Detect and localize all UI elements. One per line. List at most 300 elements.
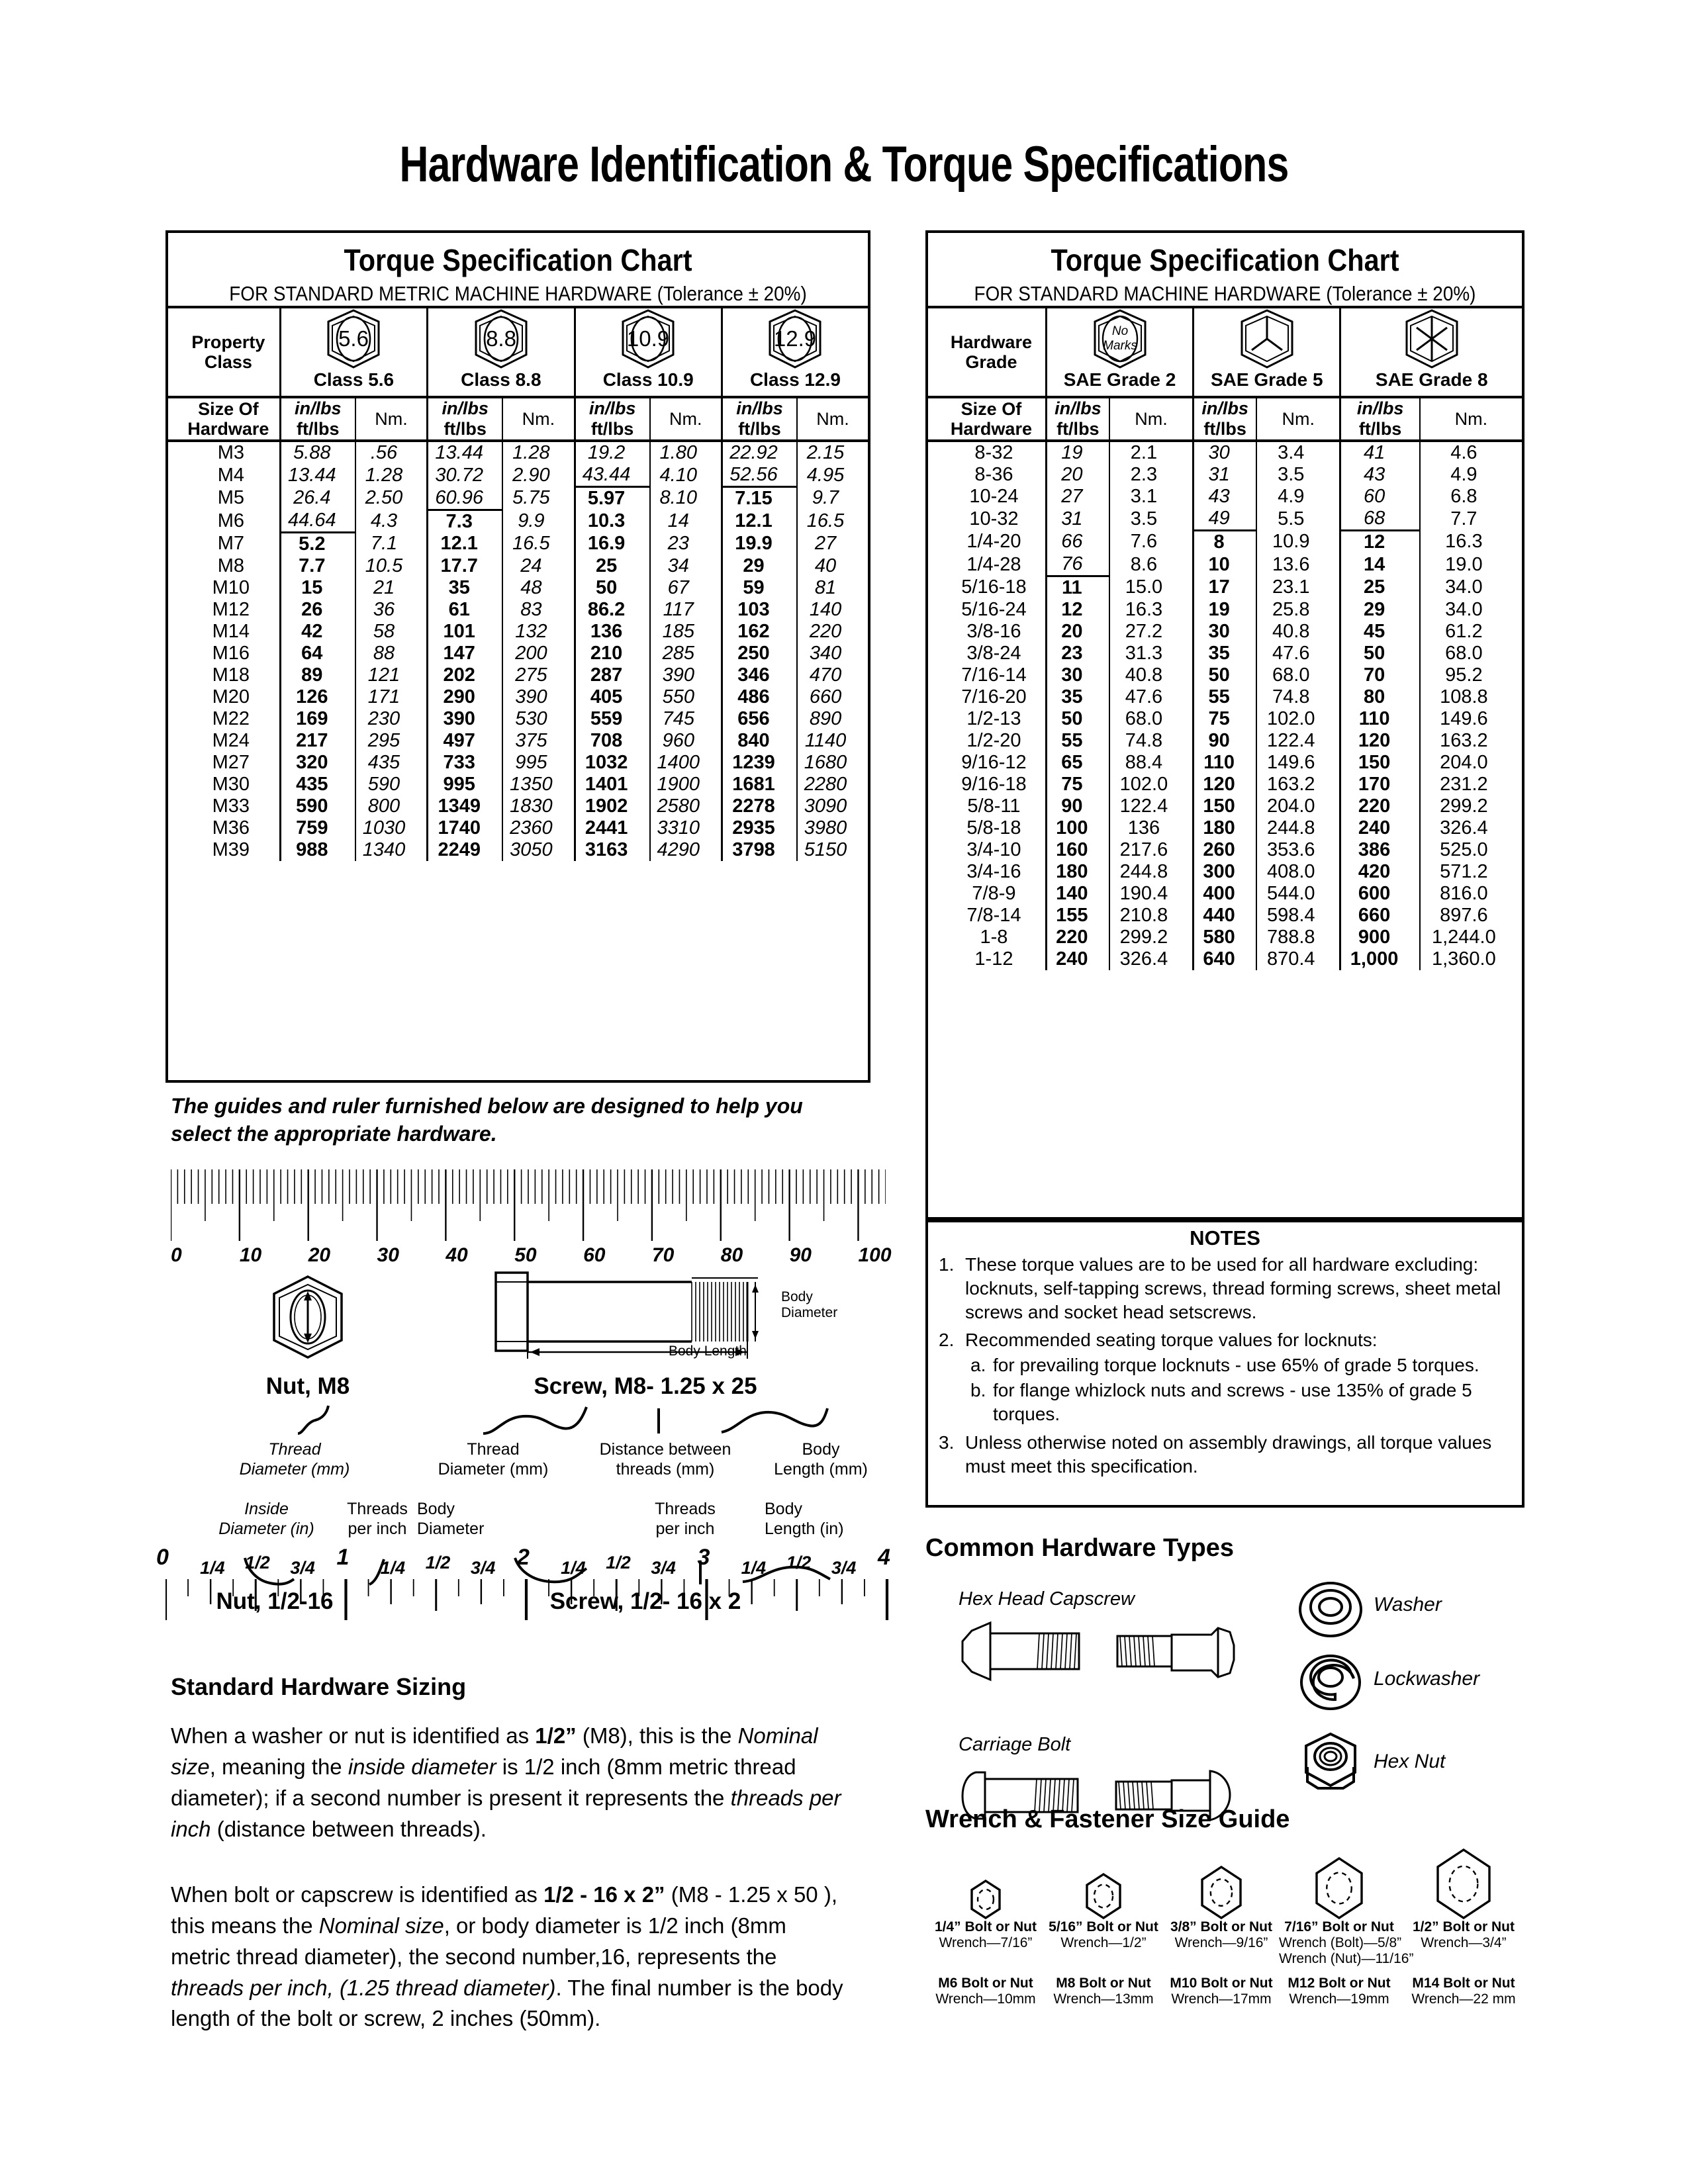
table-row xyxy=(168,708,868,730)
washer-label: Washer xyxy=(1374,1594,1442,1615)
sae-torque-lbs-cell: 90 xyxy=(1046,796,1109,817)
metric-torque-lbs-cell: 2935 xyxy=(722,817,797,839)
wrench-guide-metric-column xyxy=(925,1976,1046,2007)
sae-size-cell: 10-32 xyxy=(969,508,1019,529)
metric-torque-nm-cell: 3310 xyxy=(650,817,722,839)
sae-torque-nm-cell: 6.8 xyxy=(1420,486,1522,508)
table-row xyxy=(168,796,868,817)
sae-torque-nm-cell: 7.7 xyxy=(1420,508,1522,531)
metric-chart-header xyxy=(168,233,868,306)
sae-grade-icon-0 xyxy=(1047,308,1192,369)
note-sublist xyxy=(965,1353,1513,1426)
metric-torque-nm-cell: 3090 xyxy=(797,796,868,817)
metric-unit-header-nm: Nm. xyxy=(502,397,575,441)
sae-torque-lbs-cell: 20 xyxy=(1046,464,1109,486)
hex-icon-wrap xyxy=(925,1840,1046,1919)
wrench-metric-size: Wrench—17mm xyxy=(1171,1991,1272,2007)
metric-torque-nm-cell: 2280 xyxy=(797,774,868,796)
metric-torque-lbs-cell: 52.56 xyxy=(722,464,797,487)
metric-torque-nm-cell: 1030 xyxy=(355,817,428,839)
sae-torque-lbs-cell: 19 xyxy=(1194,599,1256,621)
metric-torque-nm-cell: 4.10 xyxy=(650,464,722,487)
sae-torque-lbs-cell: 65 xyxy=(1046,752,1109,774)
hex-fastener-icon-2 xyxy=(1201,1866,1242,1919)
metric-size-cell: M6 xyxy=(217,510,244,531)
hex-fastener-icon-0 xyxy=(970,1880,1001,1919)
sae-unit-header-lbs: in/lbs ft/lbs xyxy=(1340,397,1420,441)
table-row xyxy=(928,796,1522,817)
table-row xyxy=(928,508,1522,531)
metric-chart-title: Torque Specification Chart xyxy=(344,243,692,277)
sae-size-cell: 8-32 xyxy=(974,442,1013,463)
sae-torque-nm-cell: 23.1 xyxy=(1256,576,1340,600)
sae-size-cell: 7/16-20 xyxy=(961,686,1027,707)
table-row xyxy=(928,599,1522,621)
sae-torque-lbs-cell: 90 xyxy=(1194,730,1256,752)
sae-torque-lbs-cell: 23 xyxy=(1046,643,1109,664)
sae-size-cell: 7/16-14 xyxy=(961,664,1027,686)
note-text: Unless otherwise noted on assembly drawings, all torque values must meet this specification. xyxy=(965,1432,1492,1477)
sae-torque-nm-cell: 244.8 xyxy=(1109,861,1194,883)
metric-torque-lbs-cell: 7.7 xyxy=(280,555,355,577)
sae-torque-nm-cell: 15.0 xyxy=(1109,576,1194,600)
annotation-body-diameter-in: Body Diameter xyxy=(417,1500,485,1538)
standard-sizing-paragraph-2: When bolt or capscrew is identified as 1/2 - 16 x 2” (M8 - 1.25 x 50 ), this means the Nominal size, or body diameter is 1/2 inch (8mm metric thread diameter), the second number,16, represents the threads per inch, (1.25 thread diameter). The final number is the body length of the bolt or screw, 2 inches (50mm). xyxy=(171,1882,843,2031)
metric-torque-lbs-cell: 840 xyxy=(722,730,797,752)
metric-torque-nm-cell: 200 xyxy=(502,643,575,664)
metric-torque-nm-cell: 1.28 xyxy=(355,464,428,487)
table-row xyxy=(928,839,1522,861)
sae-torque-nm-cell: 122.4 xyxy=(1109,796,1194,817)
metric-unit-header-nm: Nm. xyxy=(650,397,722,441)
sae-size-cell: 5/16-18 xyxy=(961,576,1027,598)
metric-torque-nm-cell: 132 xyxy=(502,621,575,643)
metric-torque-nm-cell: 171 xyxy=(355,686,428,708)
sae-torque-lbs-cell: 660 xyxy=(1340,905,1420,927)
metric-torque-lbs-cell: 25 xyxy=(575,555,650,577)
metric-grade-icon-3 xyxy=(723,308,868,369)
sae-torque-lbs-cell: 35 xyxy=(1046,686,1109,708)
sae-torque-nm-cell: 2.1 xyxy=(1109,441,1194,464)
sae-size-cell: 8-36 xyxy=(974,464,1013,485)
sae-torque-nm-cell: 74.8 xyxy=(1256,686,1340,708)
metric-torque-lbs-cell: 12.1 xyxy=(722,510,797,533)
common-hardware-heading: Common Hardware Types xyxy=(925,1534,1234,1562)
sae-torque-nm-cell: 4.6 xyxy=(1420,441,1522,464)
sae-torque-nm-cell: 326.4 xyxy=(1420,817,1522,839)
sae-torque-lbs-cell: 180 xyxy=(1194,817,1256,839)
note-text: These torque values are to be used for all hardware excluding: locknuts, self-tapping screws, thread forming screws, sheet metal screws and socket head setscrews. xyxy=(965,1254,1501,1322)
metric-torque-lbs-cell: 202 xyxy=(428,664,503,686)
table-row xyxy=(168,555,868,577)
sae-torque-lbs-cell: 580 xyxy=(1194,927,1256,948)
metric-torque-lbs-cell: 1349 xyxy=(428,796,503,817)
table-row xyxy=(928,643,1522,664)
metric-torque-nm-cell: 220 xyxy=(797,621,868,643)
nut-diagram xyxy=(258,1274,357,1360)
sae-torque-lbs-cell: 20 xyxy=(1046,621,1109,643)
metric-torque-lbs-cell: 1032 xyxy=(575,752,650,774)
metric-torque-lbs-cell: 1401 xyxy=(575,774,650,796)
sae-size-cell: 3/4-10 xyxy=(966,839,1021,860)
sae-grade-icon-1 xyxy=(1194,308,1339,369)
metric-torque-lbs-cell: 1740 xyxy=(428,817,503,839)
sae-torque-lbs-cell: 260 xyxy=(1194,839,1256,861)
sae-torque-nm-cell: 544.0 xyxy=(1256,883,1340,905)
sae-size-cell: 1/2-20 xyxy=(966,730,1021,751)
annotation-body-length-in: Body Length (in) xyxy=(765,1500,844,1538)
sae-torque-nm-cell: 3.1 xyxy=(1109,486,1194,508)
wrench-guide-metric-column xyxy=(1279,1976,1399,2007)
sae-torque-lbs-cell: 50 xyxy=(1194,664,1256,686)
sae-torque-lbs-cell: 12 xyxy=(1340,531,1420,554)
table-row xyxy=(168,664,868,686)
metric-torque-lbs-cell: 988 xyxy=(280,839,355,861)
sae-torque-nm-cell: 571.2 xyxy=(1420,861,1522,883)
table-row xyxy=(928,752,1522,774)
metric-torque-nm-cell: .56 xyxy=(355,441,428,464)
metric-torque-lbs-cell: 5.88 xyxy=(280,441,355,464)
metric-torque-nm-cell: 590 xyxy=(355,774,428,796)
metric-torque-lbs-cell: 26.4 xyxy=(280,487,355,510)
hex-icon-wrap xyxy=(1043,1840,1164,1919)
metric-torque-lbs-cell: 101 xyxy=(428,621,503,643)
metric-torque-lbs-cell: 1902 xyxy=(575,796,650,817)
metric-size-cell: M12 xyxy=(212,599,250,620)
hex-head-capscrew-icon xyxy=(953,1616,1264,1696)
sae-torque-lbs-cell: 12 xyxy=(1046,599,1109,621)
sae-size-cell: 1-8 xyxy=(980,927,1008,948)
metric-torque-nm-cell: 140 xyxy=(797,599,868,621)
sae-torque-nm-cell: 13.6 xyxy=(1256,553,1340,576)
sae-torque-nm-cell: 34.0 xyxy=(1420,599,1522,621)
sae-chart-title: Torque Specification Chart xyxy=(1051,243,1399,277)
sae-grade-row-label: Hardware Grade xyxy=(950,332,1032,372)
hex-head-capscrew-label: Hex Head Capscrew xyxy=(959,1588,1135,1610)
sae-torque-lbs-cell: 14 xyxy=(1340,553,1420,576)
metric-torque-nm-cell: 295 xyxy=(355,730,428,752)
svg-text:Marks: Marks xyxy=(1102,339,1137,353)
table-row xyxy=(168,817,868,839)
metric-torque-lbs-cell: 290 xyxy=(428,686,503,708)
inch-ruler xyxy=(156,1545,900,1628)
body-length-label: Body Length xyxy=(669,1343,747,1359)
sae-torque-nm-cell: 68.0 xyxy=(1109,708,1194,730)
sae-torque-nm-cell: 5.5 xyxy=(1256,508,1340,531)
table-row xyxy=(928,905,1522,927)
sae-size-cell: 1/4-28 xyxy=(966,553,1021,575)
metric-torque-lbs-cell: 19.2 xyxy=(575,441,650,464)
sae-size-cell: 1/2-13 xyxy=(966,708,1021,729)
sae-torque-nm-cell: 190.4 xyxy=(1109,883,1194,905)
metric-size-cell: M39 xyxy=(212,839,250,860)
sae-torque-nm-cell: 598.4 xyxy=(1256,905,1340,927)
millimeter-ruler xyxy=(171,1168,886,1248)
sae-torque-lbs-cell: 30 xyxy=(1046,664,1109,686)
metric-torque-nm-cell: 117 xyxy=(650,599,722,621)
wrench-guide-metric-column xyxy=(1161,1976,1282,2007)
table-row xyxy=(168,510,868,533)
sae-grade-icon-2 xyxy=(1341,308,1522,369)
wrench-metric-name: M14 Bolt or Nut xyxy=(1412,1976,1515,1991)
wrench-inch-name: 5/16” Bolt or Nut xyxy=(1049,1919,1158,1934)
sae-unit-header-nm: Nm. xyxy=(1420,397,1522,441)
table-row xyxy=(928,730,1522,752)
metric-torque-nm-cell: 16.5 xyxy=(502,533,575,556)
sae-torque-lbs-cell: 30 xyxy=(1194,621,1256,643)
inch-ruler-fraction-label: 1/2 xyxy=(425,1553,451,1572)
metric-torque-nm-cell: 230 xyxy=(355,708,428,730)
metric-torque-nm-cell: 24 xyxy=(502,555,575,577)
hex-fastener-icon-4 xyxy=(1436,1848,1491,1919)
metric-torque-nm-cell: 1400 xyxy=(650,752,722,774)
sae-size-cell: 5/16-24 xyxy=(961,599,1027,620)
wrench-inch-name: 3/8” Bolt or Nut xyxy=(1170,1919,1272,1934)
metric-size-col-header: Size Of Hardware xyxy=(187,398,269,439)
metric-torque-nm-cell: 340 xyxy=(797,643,868,664)
annotation-nut-thread-diameter-mm: Thread Diameter (mm) xyxy=(239,1440,350,1479)
metric-torque-lbs-cell: 60.96 xyxy=(428,487,503,510)
table-row xyxy=(928,464,1522,486)
note-item xyxy=(939,1431,1513,1479)
sae-torque-lbs-cell: 27 xyxy=(1046,486,1109,508)
table-row xyxy=(928,664,1522,686)
table-row xyxy=(928,486,1522,508)
wrench-guide-column xyxy=(1279,1840,1414,1967)
inch-ruler-fraction-label: 1/2 xyxy=(245,1553,270,1572)
metric-torque-nm-cell: 3980 xyxy=(797,817,868,839)
notes-heading: NOTES xyxy=(1190,1226,1260,1250)
sae-torque-nm-cell: 299.2 xyxy=(1420,796,1522,817)
metric-torque-chart-panel xyxy=(165,230,870,1083)
metric-torque-nm-cell: 8.10 xyxy=(650,487,722,510)
metric-torque-nm-cell: 4.95 xyxy=(797,464,868,487)
metric-torque-nm-cell: 83 xyxy=(502,599,575,621)
standard-sizing-paragraph-1: When a washer or nut is identified as 1/2” (M8), this is the Nominal size, meaning the inside diameter is 1/2 inch (8mm metric thread diameter); if a second number is present it represents the threads per inch (distance between threads). xyxy=(171,1723,841,1841)
inch-ruler-fraction-label: 1/4 xyxy=(200,1558,225,1578)
sae-unit-header-nm: Nm. xyxy=(1256,397,1340,441)
screw-metric-caption: Screw, M8- 1.25 x 25 xyxy=(534,1373,757,1399)
metric-grade-header xyxy=(575,307,722,397)
sae-torque-nm-cell: 108.8 xyxy=(1420,686,1522,708)
lockwasher-label: Lockwasher xyxy=(1374,1668,1480,1690)
sae-size-cell: 9/16-18 xyxy=(961,774,1027,795)
sae-torque-lbs-cell: 300 xyxy=(1194,861,1256,883)
sae-torque-lbs-cell: 43 xyxy=(1194,486,1256,508)
washer-icon xyxy=(1294,1575,1367,1641)
metric-torque-lbs-cell: 22.92 xyxy=(722,441,797,464)
sae-size-cell: 10-24 xyxy=(969,486,1019,507)
inch-ruler-fraction-label: 3/4 xyxy=(290,1558,315,1578)
sae-torque-nm-cell: 136 xyxy=(1109,817,1194,839)
sae-torque-lbs-cell: 110 xyxy=(1194,752,1256,774)
metric-grade-name-1: Class 8.8 xyxy=(461,369,541,390)
sae-torque-lbs-cell: 35 xyxy=(1194,643,1256,664)
annotation-screw-thread-diameter-mm: Thread Diameter (mm) xyxy=(438,1440,549,1479)
sae-torque-lbs-cell: 25 xyxy=(1340,576,1420,600)
sae-size-cell: 7/8-9 xyxy=(972,883,1016,904)
mm-ruler-label: 40 xyxy=(445,1244,468,1266)
wrench-metric-name: M6 Bolt or Nut xyxy=(938,1976,1033,1991)
metric-torque-lbs-cell: 320 xyxy=(280,752,355,774)
metric-torque-lbs-cell: 29 xyxy=(722,555,797,577)
metric-torque-lbs-cell: 390 xyxy=(428,708,503,730)
sae-torque-lbs-cell: 41 xyxy=(1340,441,1420,464)
metric-torque-lbs-cell: 250 xyxy=(722,643,797,664)
sae-grade-name-0: SAE Grade 2 xyxy=(1063,369,1176,390)
notes-list xyxy=(928,1253,1522,1478)
sae-size-cell: 9/16-12 xyxy=(961,752,1027,773)
sae-torque-nm-cell: 163.2 xyxy=(1420,730,1522,752)
metric-torque-lbs-cell: 59 xyxy=(722,577,797,599)
note-sub-text: for prevailing torque locknuts - use 65% of grade 5 torques. xyxy=(993,1355,1479,1376)
metric-size-cell: M3 xyxy=(217,442,244,463)
metric-torque-nm-cell: 2.50 xyxy=(355,487,428,510)
sae-torque-nm-cell: 102.0 xyxy=(1109,774,1194,796)
metric-size-cell: M7 xyxy=(217,533,244,555)
metric-torque-nm-cell: 9.9 xyxy=(502,510,575,533)
inch-ruler-fraction-label: 1/4 xyxy=(380,1558,406,1578)
sae-torque-nm-cell: 88.4 xyxy=(1109,752,1194,774)
metric-torque-lbs-cell: 17.7 xyxy=(428,555,503,577)
wrench-metric-name: M8 Bolt or Nut xyxy=(1056,1976,1151,1991)
sae-size-cell: 3/8-16 xyxy=(966,621,1021,642)
metric-grade-header xyxy=(722,307,868,397)
sae-torque-nm-cell: 10.9 xyxy=(1256,531,1340,554)
sae-torque-nm-cell: 299.2 xyxy=(1109,927,1194,948)
metric-torque-nm-cell: 3050 xyxy=(502,839,575,861)
inch-ruler-fraction-label: 3/4 xyxy=(651,1558,676,1578)
metric-torque-nm-cell: 40 xyxy=(797,555,868,577)
metric-torque-lbs-cell: 86.2 xyxy=(575,599,650,621)
sae-torque-nm-cell: 217.6 xyxy=(1109,839,1194,861)
sae-torque-lbs-cell: 600 xyxy=(1340,883,1420,905)
sae-torque-lbs-cell: 120 xyxy=(1340,730,1420,752)
sae-unit-header-nm: Nm. xyxy=(1109,397,1194,441)
metric-torque-lbs-cell: 169 xyxy=(280,708,355,730)
sae-torque-lbs-cell: 110 xyxy=(1340,708,1420,730)
wrench-metric-size: Wrench—19mm xyxy=(1289,1991,1389,2007)
svg-text:No: No xyxy=(1111,324,1128,338)
carriage-bolt-label: Carriage Bolt xyxy=(959,1734,1071,1755)
sae-size-cell: 5/8-18 xyxy=(966,817,1021,839)
metric-torque-lbs-cell: 435 xyxy=(280,774,355,796)
table-row xyxy=(168,599,868,621)
metric-torque-lbs-cell: 16.9 xyxy=(575,533,650,556)
sae-torque-nm-cell: 68.0 xyxy=(1256,664,1340,686)
sae-torque-lbs-cell: 11 xyxy=(1046,576,1109,600)
table-row xyxy=(168,774,868,796)
sae-torque-nm-cell: 816.0 xyxy=(1420,883,1522,905)
metric-grade-name-3: Class 12.9 xyxy=(749,369,841,390)
svg-text:5.6: 5.6 xyxy=(338,326,369,351)
metric-size-cell: M27 xyxy=(212,752,250,773)
sae-torque-lbs-cell: 75 xyxy=(1194,708,1256,730)
sae-torque-lbs-cell: 100 xyxy=(1046,817,1109,839)
metric-grade-row-label: Property Class xyxy=(191,332,265,372)
svg-text:8.8: 8.8 xyxy=(485,326,516,351)
metric-torque-lbs-cell: 162 xyxy=(722,621,797,643)
metric-size-cell: M10 xyxy=(212,577,250,598)
sae-torque-nm-cell: 149.6 xyxy=(1420,708,1522,730)
hex-icon-wrap xyxy=(1161,1840,1282,1919)
sae-torque-lbs-cell: 50 xyxy=(1046,708,1109,730)
metric-torque-nm-cell: 1830 xyxy=(502,796,575,817)
sae-torque-nm-cell: 47.6 xyxy=(1109,686,1194,708)
mm-ruler-label: 20 xyxy=(308,1244,331,1266)
metric-torque-nm-cell: 185 xyxy=(650,621,722,643)
metric-unit-header-lbs: in/lbs ft/lbs xyxy=(575,397,650,441)
mm-ruler-label: 80 xyxy=(720,1244,743,1266)
sae-torque-lbs-cell: 8 xyxy=(1194,531,1256,554)
sae-torque-nm-cell: 525.0 xyxy=(1420,839,1522,861)
inch-ruler-whole-label: 2 xyxy=(517,1545,530,1570)
sae-torque-nm-cell: 4.9 xyxy=(1256,486,1340,508)
metric-torque-lbs-cell: 13.44 xyxy=(428,441,503,464)
note-subitem xyxy=(970,1353,1513,1377)
sae-torque-lbs-cell: 240 xyxy=(1340,817,1420,839)
hex-fastener-icon-1 xyxy=(1086,1873,1121,1919)
wrench-metric-size: Wrench—22 mm xyxy=(1411,1991,1516,2007)
metric-torque-lbs-cell: 10.3 xyxy=(575,510,650,533)
annotation-distance-between-threads-mm: Distance between threads (mm) xyxy=(599,1440,731,1479)
metric-torque-nm-cell: 81 xyxy=(797,577,868,599)
metric-torque-nm-cell: 88 xyxy=(355,643,428,664)
wrench-metric-size: Wrench—10mm xyxy=(935,1991,1036,2007)
sae-grade-name-2: SAE Grade 8 xyxy=(1375,369,1488,390)
metric-torque-lbs-cell: 35 xyxy=(428,577,503,599)
sae-torque-nm-cell: 95.2 xyxy=(1420,664,1522,686)
sae-torque-lbs-cell: 30 xyxy=(1194,441,1256,464)
metric-brace-curves xyxy=(165,1403,900,1437)
inch-ruler-fraction-label: 3/4 xyxy=(470,1558,496,1578)
sae-torque-lbs-cell: 220 xyxy=(1046,927,1109,948)
annotation-threads-per-inch-nut: Threads per inch xyxy=(347,1500,408,1538)
sae-torque-nm-cell: 231.2 xyxy=(1420,774,1522,796)
metric-grade-header xyxy=(280,307,427,397)
inch-ruler-whole-label: 1 xyxy=(336,1545,350,1570)
standard-sizing-heading: Standard Hardware Sizing xyxy=(171,1673,467,1700)
metric-torque-nm-cell: 34 xyxy=(650,555,722,577)
metric-unit-header-nm: Nm. xyxy=(797,397,868,441)
sae-torque-nm-cell: 149.6 xyxy=(1256,752,1340,774)
wrench-metric-size: Wrench—13mm xyxy=(1053,1991,1154,2007)
metric-torque-lbs-cell: 2249 xyxy=(428,839,503,861)
wrench-guide-column xyxy=(1403,1840,1524,1951)
sae-torque-lbs-cell: 75 xyxy=(1046,774,1109,796)
sae-torque-nm-cell: 788.8 xyxy=(1256,927,1340,948)
metric-torque-nm-cell: 550 xyxy=(650,686,722,708)
metric-torque-nm-cell: 16.5 xyxy=(797,510,868,533)
sae-torque-nm-cell: 16.3 xyxy=(1420,531,1522,554)
table-row xyxy=(168,464,868,487)
sae-unit-header-lbs: in/lbs ft/lbs xyxy=(1046,397,1109,441)
table-row xyxy=(928,576,1522,600)
note-marker: 2. xyxy=(939,1330,955,1351)
metric-size-cell: M8 xyxy=(217,555,244,576)
sae-torque-lbs-cell: 640 xyxy=(1194,948,1256,970)
metric-torque-lbs-cell: 43.44 xyxy=(575,464,650,487)
sae-torque-lbs-cell: 50 xyxy=(1340,643,1420,664)
metric-torque-lbs-cell: 708 xyxy=(575,730,650,752)
metric-torque-lbs-cell: 497 xyxy=(428,730,503,752)
table-row xyxy=(168,577,868,599)
sae-torque-lbs-cell: 120 xyxy=(1194,774,1256,796)
metric-torque-lbs-cell: 7.3 xyxy=(428,510,503,533)
metric-torque-nm-cell: 995 xyxy=(502,752,575,774)
hex-icon-wrap xyxy=(1403,1840,1524,1919)
sae-torque-lbs-cell: 45 xyxy=(1340,621,1420,643)
